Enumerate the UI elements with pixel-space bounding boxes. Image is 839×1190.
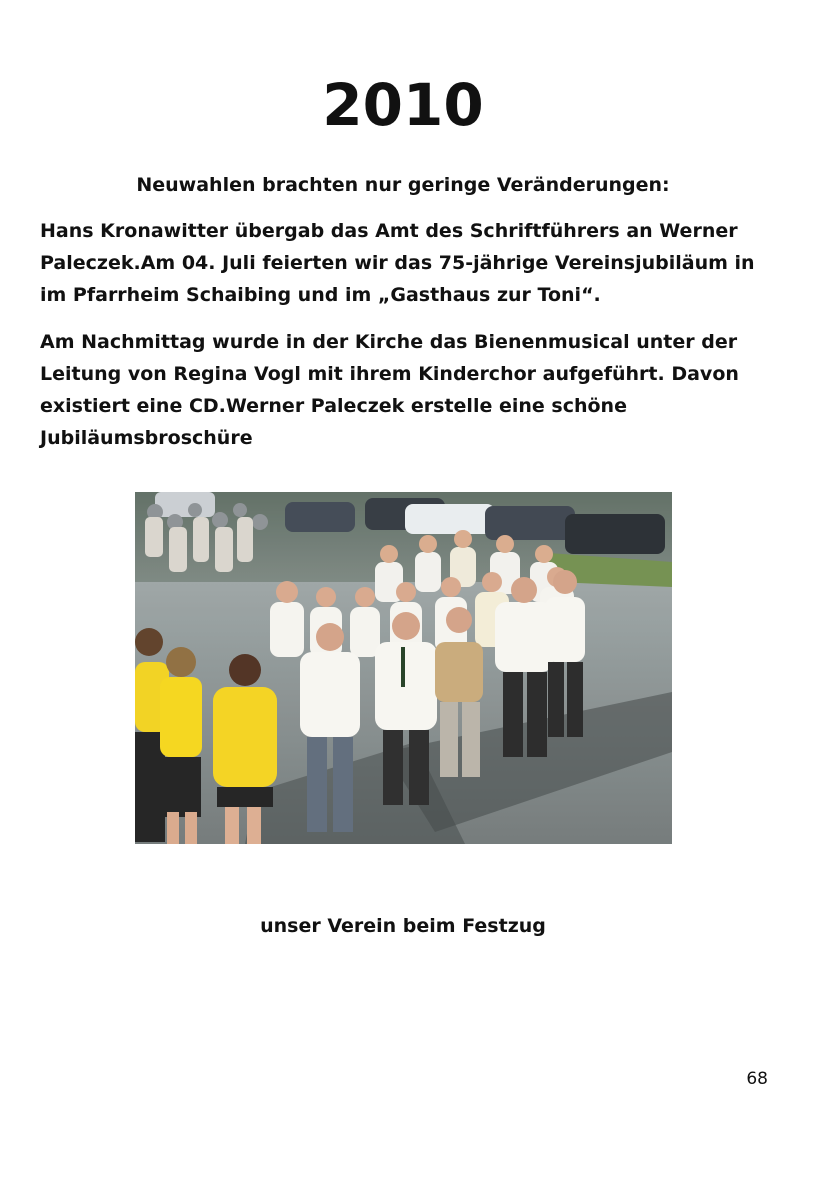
festzug-photo xyxy=(135,492,672,844)
page-number: 68 xyxy=(746,1069,768,1089)
paragraph-2: Am Nachmittag wurde in der Kirche das Bienenmusical unter der Leitung von Regina Vogl mit ihrem Kinderchor aufgeführt. Davon existiert eine CD.Werner Paleczek erstelle eine schöne Jubiläumsbroschüre xyxy=(40,331,739,449)
photo-illustration xyxy=(135,492,672,844)
page-title: 2010 xyxy=(322,71,484,139)
photo-caption: unser Verein beim Festzug xyxy=(260,915,546,937)
paragraph-1: Hans Kronawitter übergab das Amt des Schriftführers an Werner Paleczek.Am 04. Juli feierten wir das 75-jährige Vereinsjubiläum in im Pfarrheim Schaibing und im „Gasthaus zur Toni“. xyxy=(40,220,755,306)
section-subtitle: Neuwahlen brachten nur geringe Veränderungen: xyxy=(136,174,670,196)
